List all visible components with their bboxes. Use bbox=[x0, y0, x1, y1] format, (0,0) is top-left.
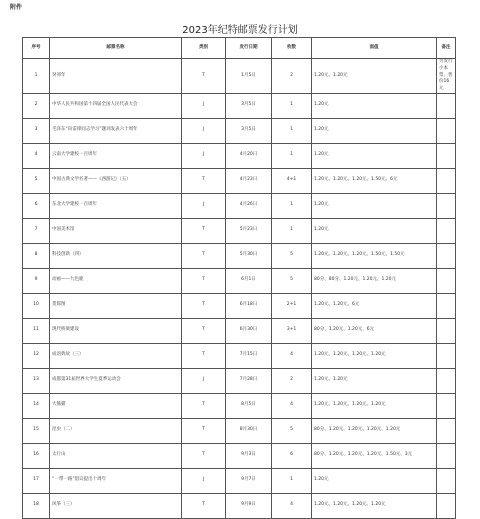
cell-stamp-name: 癸卯年 bbox=[50, 59, 182, 94]
cell-issue-date: 8月30日 bbox=[226, 418, 272, 443]
cell-face-value: 80分、1.20元、1.20元、1.20元、1.50元、3元 bbox=[312, 443, 437, 468]
table-row bbox=[23, 443, 456, 468]
cell-category: T bbox=[182, 59, 226, 94]
cell-stamp-name: 风筝（三） bbox=[50, 493, 182, 518]
page-title: 2023年纪特邮票发行计划 bbox=[182, 25, 298, 36]
cell-remarks bbox=[437, 118, 456, 143]
cell-face-value: 80分、1.20元、1.20元、1.20元、1.20元 bbox=[312, 418, 437, 443]
table-row bbox=[23, 193, 456, 218]
column-header-count: 枚数 bbox=[272, 38, 312, 59]
cell-remarks bbox=[437, 368, 456, 393]
cell-category: T bbox=[182, 493, 226, 518]
cell-count: 5 bbox=[272, 268, 312, 293]
table-row bbox=[23, 118, 456, 143]
cell-face-value: 1.20元 bbox=[312, 193, 437, 218]
cell-number: 11 bbox=[23, 318, 50, 343]
cell-remarks bbox=[437, 193, 456, 218]
cell-stamp-name: 毛泽东“向雷锋同志学习”题词发表六十周年 bbox=[50, 118, 182, 143]
cell-issue-date: 5月23日 bbox=[226, 218, 272, 243]
table-row bbox=[23, 393, 456, 418]
cell-category: J bbox=[182, 143, 226, 168]
cell-face-value: 1.20元 bbox=[312, 143, 437, 168]
cell-face-value: 1.20元、1.20元、1.20元、1.20元 bbox=[312, 343, 437, 368]
column-header-number: 序号 bbox=[23, 38, 50, 59]
cell-category: T bbox=[182, 268, 226, 293]
cell-stamp-name: 中国古典文学名著——《西游记》（五） bbox=[50, 168, 182, 193]
cell-issue-date: 9月3日 bbox=[226, 443, 272, 468]
cell-category: T bbox=[182, 443, 226, 468]
cell-count: 2 bbox=[272, 368, 312, 393]
cell-stamp-name: 昆虫（二） bbox=[50, 418, 182, 443]
cell-number: 14 bbox=[23, 393, 50, 418]
cell-category: J bbox=[182, 368, 226, 393]
cell-number: 2 bbox=[23, 93, 50, 118]
table-row bbox=[23, 343, 456, 368]
cell-face-value: 80分、1.20元、1.20元、6元 bbox=[312, 318, 437, 343]
cell-face-value: 1.20元、1.20元、1.20元、1.20元 bbox=[312, 393, 437, 418]
cell-issue-date: 7月28日 bbox=[226, 368, 272, 393]
cell-remarks bbox=[437, 468, 456, 493]
cell-count: 4 bbox=[272, 493, 312, 518]
cell-stamp-name: 大熊猫 bbox=[50, 393, 182, 418]
cell-issue-date: 8月5日 bbox=[226, 393, 272, 418]
cell-number: 16 bbox=[23, 443, 50, 468]
attachment-label: 附件 bbox=[10, 4, 23, 11]
cell-number: 1 bbox=[23, 59, 50, 94]
cell-number: 18 bbox=[23, 493, 50, 518]
cell-category: T bbox=[182, 243, 226, 268]
cell-remarks bbox=[437, 268, 456, 293]
cell-count: 5 bbox=[272, 418, 312, 443]
cell-issue-date: 3月5日 bbox=[226, 118, 272, 143]
column-header-stamp-name: 邮票名称 bbox=[50, 38, 182, 59]
cell-category: J bbox=[182, 118, 226, 143]
cell-remarks bbox=[437, 318, 456, 343]
cell-number: 7 bbox=[23, 218, 50, 243]
cell-category: J bbox=[182, 93, 226, 118]
table-row bbox=[23, 418, 456, 443]
cell-number: 5 bbox=[23, 168, 50, 193]
cell-count: 4 bbox=[272, 343, 312, 368]
cell-issue-date: 1月5日 bbox=[226, 59, 272, 94]
cell-face-value: 1.20元、1.20元、1.20元、1.50元、1.50元 bbox=[312, 243, 437, 268]
cell-face-value: 1.20元、1.20元、6元 bbox=[312, 293, 437, 318]
column-header-face-value: 面值 bbox=[312, 38, 437, 59]
table-row bbox=[23, 493, 456, 518]
cell-stamp-name: 云南大学建校一百周年 bbox=[50, 143, 182, 168]
cell-face-value: 1.20元 bbox=[312, 118, 437, 143]
cell-count: 2 bbox=[272, 59, 312, 94]
cell-remarks bbox=[437, 493, 456, 518]
cell-stamp-name: 太行山 bbox=[50, 443, 182, 468]
cell-count: 1 bbox=[272, 193, 312, 218]
cell-remarks bbox=[437, 243, 456, 268]
table-row bbox=[23, 168, 456, 193]
cell-issue-date: 3月5日 bbox=[226, 93, 272, 118]
cell-issue-date: 6月1日 bbox=[226, 268, 272, 293]
cell-face-value: 1.20元 bbox=[312, 93, 437, 118]
column-header-remarks: 备注 bbox=[437, 38, 456, 59]
cell-number: 12 bbox=[23, 343, 50, 368]
cell-number: 9 bbox=[23, 268, 50, 293]
cell-issue-date: 9月9日 bbox=[226, 493, 272, 518]
cell-count: 1 bbox=[272, 468, 312, 493]
cell-number: 3 bbox=[23, 118, 50, 143]
cell-category: J bbox=[182, 193, 226, 218]
table-row bbox=[23, 368, 456, 393]
column-header-issue-date: 发行日期 bbox=[226, 38, 272, 59]
table-row bbox=[23, 59, 456, 94]
table-row bbox=[23, 268, 456, 293]
cell-category: T bbox=[182, 168, 226, 193]
cell-count: 3+1 bbox=[272, 318, 312, 343]
cell-stamp-name: 成语典故（三） bbox=[50, 343, 182, 368]
cell-issue-date: 9月7日 bbox=[226, 468, 272, 493]
table-header-row bbox=[23, 38, 456, 59]
cell-face-value: 1.20元、1.20元、1.20元、1.20元 bbox=[312, 493, 437, 518]
cell-category: T bbox=[182, 343, 226, 368]
cell-number: 4 bbox=[23, 143, 50, 168]
cell-category: T bbox=[182, 318, 226, 343]
cell-count: 1 bbox=[272, 93, 312, 118]
cell-issue-date: 6月30日 bbox=[226, 318, 272, 343]
cell-issue-date: 6月18日 bbox=[226, 293, 272, 318]
cell-stamp-name: 货郎图 bbox=[50, 293, 182, 318]
cell-remarks bbox=[437, 393, 456, 418]
cell-issue-date: 5月30日 bbox=[226, 243, 272, 268]
cell-number: 10 bbox=[23, 293, 50, 318]
column-header-category: 类别 bbox=[182, 38, 226, 59]
cell-remarks bbox=[437, 443, 456, 468]
cell-stamp-name: 东北大学建校一百周年 bbox=[50, 193, 182, 218]
table-row bbox=[23, 318, 456, 343]
cell-count: 5 bbox=[272, 243, 312, 268]
cell-category: J bbox=[182, 468, 226, 493]
cell-count: 1 bbox=[272, 218, 312, 243]
table-row bbox=[23, 93, 456, 118]
cell-category: T bbox=[182, 393, 226, 418]
cell-stamp-name: 动画——九色鹿 bbox=[50, 268, 182, 293]
cell-remarks bbox=[437, 293, 456, 318]
stamp-schedule-table bbox=[22, 37, 456, 519]
cell-number: 8 bbox=[23, 243, 50, 268]
table-row bbox=[23, 218, 456, 243]
cell-issue-date: 4月23日 bbox=[226, 168, 272, 193]
cell-count: 4 bbox=[272, 393, 312, 418]
cell-number: 15 bbox=[23, 418, 50, 443]
table-row bbox=[23, 293, 456, 318]
cell-remarks: 另发行小本票，售价16元 bbox=[437, 59, 456, 94]
cell-stamp-name: 现代桥梁建设 bbox=[50, 318, 182, 343]
table-row bbox=[23, 468, 456, 493]
cell-number: 17 bbox=[23, 468, 50, 493]
table-row bbox=[23, 243, 456, 268]
cell-stamp-name: 中国美术馆 bbox=[50, 218, 182, 243]
cell-face-value: 1.20元、1.20元、1.20元、1.50元、6元 bbox=[312, 168, 437, 193]
cell-category: T bbox=[182, 418, 226, 443]
table-row bbox=[23, 143, 456, 168]
cell-number: 13 bbox=[23, 368, 50, 393]
cell-face-value: 1.20元 bbox=[312, 218, 437, 243]
cell-stamp-name: 科技创新（四） bbox=[50, 243, 182, 268]
cell-count: 6 bbox=[272, 443, 312, 468]
cell-category: T bbox=[182, 218, 226, 243]
cell-category: T bbox=[182, 293, 226, 318]
cell-stamp-name: “一带一路”倡议提出十周年 bbox=[50, 468, 182, 493]
cell-face-value: 80分、80分、1.20元、1.20元、1.20元 bbox=[312, 268, 437, 293]
cell-stamp-name: 成都第31届世界大学生夏季运动会 bbox=[50, 368, 182, 393]
cell-count: 2+1 bbox=[272, 293, 312, 318]
cell-remarks bbox=[437, 418, 456, 443]
cell-remarks bbox=[437, 93, 456, 118]
cell-count: 1 bbox=[272, 143, 312, 168]
cell-remarks bbox=[437, 168, 456, 193]
cell-count: 4+1 bbox=[272, 168, 312, 193]
cell-number: 6 bbox=[23, 193, 50, 218]
cell-remarks bbox=[437, 218, 456, 243]
cell-issue-date: 4月26日 bbox=[226, 193, 272, 218]
cell-stamp-name: 中华人民共和国第十四届全国人民代表大会 bbox=[50, 93, 182, 118]
cell-face-value: 1.20元、1.20元 bbox=[312, 368, 437, 393]
cell-remarks bbox=[437, 343, 456, 368]
cell-issue-date: 4月20日 bbox=[226, 143, 272, 168]
cell-face-value: 1.20元、1.20元 bbox=[312, 59, 437, 94]
cell-remarks bbox=[437, 143, 456, 168]
cell-face-value: 1.20元 bbox=[312, 468, 437, 493]
cell-issue-date: 7月15日 bbox=[226, 343, 272, 368]
cell-count: 1 bbox=[272, 118, 312, 143]
